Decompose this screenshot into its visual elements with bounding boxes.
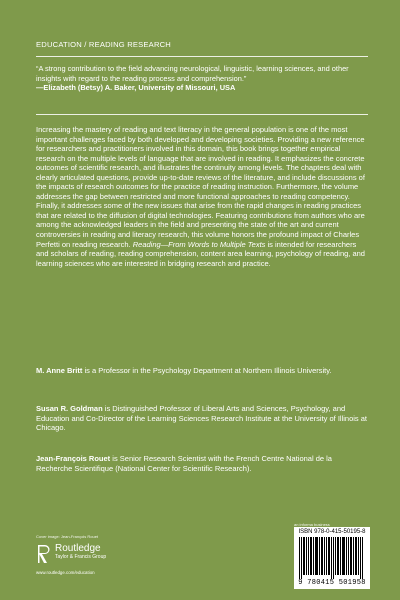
cover-credit: Cover image: Jean-François Rouet xyxy=(36,534,99,539)
category-heading: EDUCATION / READING RESEARCH xyxy=(36,40,171,49)
author-name: M. Anne Britt xyxy=(36,366,83,375)
divider-top xyxy=(36,56,368,57)
author-bio xyxy=(36,404,368,433)
description-text: Increasing the mastery of reading and text literacy in the general population is one of the most important challenges faced by both developed and developing societies. Providing a new reference for researchers and practitioners involved in this domain, this book brings together empirical research on the multiple levels of language that are involved in reading. It emphasizes the concrete outcomes of scientific research, and illustrates the continuity among levels. The chapters deal with clearly articulated questions, provide up-to-date reviews of the literature, and include discussions of the impacts of research outcomes for the practice of reading instruction. Furthermore, the volume addresses the gap between restricted and more functional approaches to reading competency. Finally, it addresses some of the new issues that arise from the rapid changes in reading practices that are related to the diffusion of digital technologies. Featuring contributions from authors who are among the acknowledged leaders in the field and presenting the state of the art and current controversies in reading and literacy research, this volume honors the profound impact of Charles Perfetti on reading research. xyxy=(36,125,365,249)
endorsement-quote xyxy=(36,64,368,93)
author-bio-text: is a Professor in the Psychology Department at Northern Illinois University. xyxy=(84,366,332,375)
description-text-end: is intended for researchers and scholars of reading, reading comprehension, content area learning, psychology of reading, and learning sciences who are interested in bridging research and practice. xyxy=(36,239,365,268)
quote-text: “A strong contribution to the field advancing neurological, linguistic, learning sciences, and other insights with regard to the reading process and comprehension.” xyxy=(36,64,349,83)
publisher-name: Routledge xyxy=(55,543,101,554)
author-bio-text: is Distinguished Professor of Liberal Arts and Sciences, Psychology, and Education and Co-Director of the Learning Sciences Research Institute at the University of Illinois at Chicago. xyxy=(36,404,368,433)
author-bio xyxy=(36,454,368,473)
barcode-panel xyxy=(294,527,370,589)
author-name: Susan R. Goldman xyxy=(36,404,103,413)
divider-bottom xyxy=(36,114,368,115)
informa-tag: an informa business xyxy=(294,522,330,527)
author-name: Jean-François Rouet xyxy=(36,454,111,463)
publisher-logo xyxy=(36,543,106,573)
ean-number: 9 780415 501958 xyxy=(298,579,366,587)
isbn-text: ISBN 978-0-415-50195-8 xyxy=(298,529,366,535)
routledge-logo-icon xyxy=(36,543,50,565)
publisher-url[interactable]: www.routledge.com/education xyxy=(36,570,95,575)
author-bio-text: is Senior Research Scientist with the French Centre National de la Recherche Scientifique (National Center for Scientific Research). xyxy=(36,454,332,473)
quote-attribution: —Elizabeth (Betsy) A. Baker, University of Missouri, USA xyxy=(36,83,236,93)
book-title: Reading—From Words to Multiple Texts xyxy=(132,239,266,249)
barcode-icon xyxy=(299,537,365,579)
author-bio xyxy=(36,366,368,376)
publisher-group: Taylor & Francis Group xyxy=(55,554,107,560)
book-description xyxy=(36,125,368,268)
